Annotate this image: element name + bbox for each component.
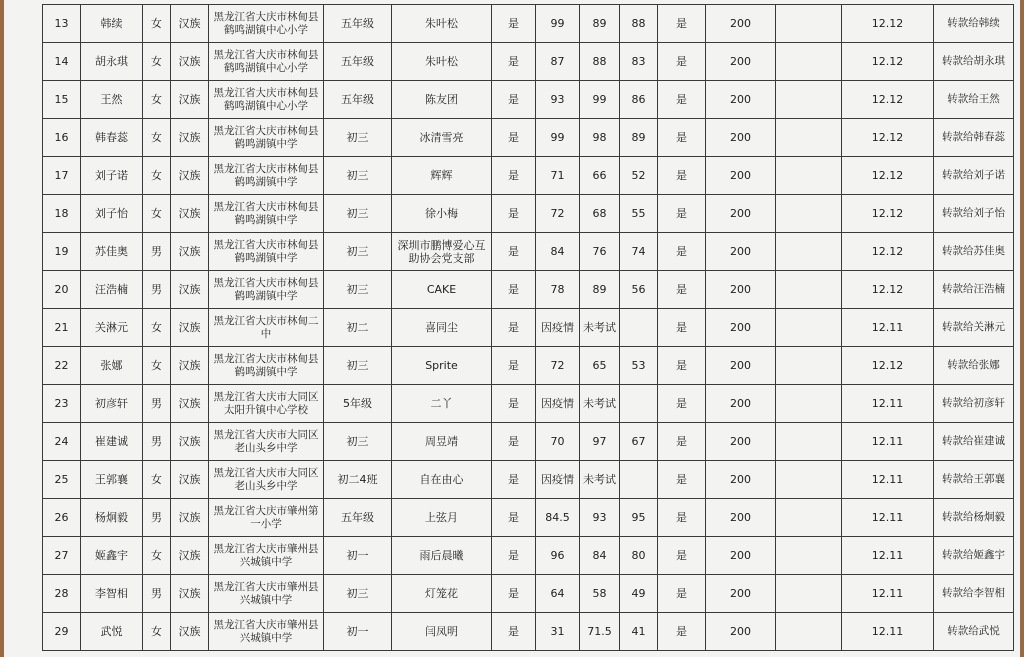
date-cell: 12.11 bbox=[842, 537, 934, 575]
sponsor-cell: 深圳市鹏博爱心互助协会党支部 bbox=[392, 233, 492, 271]
status-cell: 是 bbox=[492, 233, 536, 271]
score-3-cell: 80 bbox=[620, 537, 658, 575]
status-2-cell: 是 bbox=[658, 499, 706, 537]
score-3-cell bbox=[620, 461, 658, 499]
ethnicity-cell: 汉族 bbox=[171, 575, 209, 613]
score-2-cell: 65 bbox=[580, 347, 620, 385]
row-number-cell: 28 bbox=[43, 575, 81, 613]
date-cell: 12.12 bbox=[842, 43, 934, 81]
date-cell: 12.11 bbox=[842, 385, 934, 423]
ethnicity-cell: 汉族 bbox=[171, 461, 209, 499]
ethnicity-cell: 汉族 bbox=[171, 43, 209, 81]
status-cell: 是 bbox=[492, 309, 536, 347]
amount-cell: 200 bbox=[706, 385, 776, 423]
student-name-cell: 姬鑫宇 bbox=[81, 537, 143, 575]
sponsor-cell: 陈友团 bbox=[392, 81, 492, 119]
score-1-cell: 78 bbox=[536, 271, 580, 309]
row-number-cell: 24 bbox=[43, 423, 81, 461]
score-2-cell: 89 bbox=[580, 5, 620, 43]
date-cell: 12.12 bbox=[842, 81, 934, 119]
date-cell: 12.11 bbox=[842, 499, 934, 537]
gender-cell: 女 bbox=[143, 461, 171, 499]
table-row bbox=[43, 461, 1014, 499]
amount-cell: 200 bbox=[706, 423, 776, 461]
ethnicity-cell: 汉族 bbox=[171, 271, 209, 309]
row-number-cell: 20 bbox=[43, 271, 81, 309]
score-2-cell: 84 bbox=[580, 537, 620, 575]
table-row bbox=[43, 537, 1014, 575]
grade-cell: 初三 bbox=[324, 271, 392, 309]
status-2-cell: 是 bbox=[658, 309, 706, 347]
score-1-cell: 99 bbox=[536, 119, 580, 157]
row-number-cell: 14 bbox=[43, 43, 81, 81]
row-number-cell: 13 bbox=[43, 5, 81, 43]
status-2-cell: 是 bbox=[658, 347, 706, 385]
amount-cell: 200 bbox=[706, 271, 776, 309]
table-row bbox=[43, 385, 1014, 423]
score-2-cell: 93 bbox=[580, 499, 620, 537]
school-cell: 黑龙江省大庆市大同区老山头乡中学 bbox=[209, 461, 324, 499]
note-cell: 转款给张娜 bbox=[934, 347, 1014, 385]
status-2-cell: 是 bbox=[658, 157, 706, 195]
status-cell: 是 bbox=[492, 81, 536, 119]
ethnicity-cell: 汉族 bbox=[171, 233, 209, 271]
score-1-cell: 因疫情 bbox=[536, 461, 580, 499]
status-2-cell: 是 bbox=[658, 385, 706, 423]
student-name-cell: 王然 bbox=[81, 81, 143, 119]
note-cell: 转款给胡永琪 bbox=[934, 43, 1014, 81]
score-3-cell: 95 bbox=[620, 499, 658, 537]
student-name-cell: 关淋元 bbox=[81, 309, 143, 347]
blank-cell bbox=[776, 461, 842, 499]
ethnicity-cell: 汉族 bbox=[171, 347, 209, 385]
row-number-cell: 21 bbox=[43, 309, 81, 347]
score-2-cell: 89 bbox=[580, 271, 620, 309]
amount-cell: 200 bbox=[706, 5, 776, 43]
score-3-cell: 88 bbox=[620, 5, 658, 43]
score-2-cell: 97 bbox=[580, 423, 620, 461]
student-name-cell: 胡永琪 bbox=[81, 43, 143, 81]
status-2-cell: 是 bbox=[658, 423, 706, 461]
student-sponsorship-table bbox=[42, 4, 1014, 651]
status-2-cell: 是 bbox=[658, 233, 706, 271]
gender-cell: 男 bbox=[143, 271, 171, 309]
score-2-cell: 未考试 bbox=[580, 309, 620, 347]
score-3-cell: 83 bbox=[620, 43, 658, 81]
gender-cell: 女 bbox=[143, 119, 171, 157]
date-cell: 12.12 bbox=[842, 119, 934, 157]
grade-cell: 初一 bbox=[324, 613, 392, 651]
score-1-cell: 96 bbox=[536, 537, 580, 575]
score-2-cell: 76 bbox=[580, 233, 620, 271]
note-cell: 转款给关淋元 bbox=[934, 309, 1014, 347]
status-cell: 是 bbox=[492, 385, 536, 423]
table-row bbox=[43, 157, 1014, 195]
student-name-cell: 韩续 bbox=[81, 5, 143, 43]
date-cell: 12.12 bbox=[842, 195, 934, 233]
sponsor-cell: 辉辉 bbox=[392, 157, 492, 195]
date-cell: 12.11 bbox=[842, 575, 934, 613]
school-cell: 黑龙江省大庆市林甸县鹤鸣湖镇中学 bbox=[209, 271, 324, 309]
table-row bbox=[43, 613, 1014, 651]
status-2-cell: 是 bbox=[658, 537, 706, 575]
status-cell: 是 bbox=[492, 575, 536, 613]
blank-cell bbox=[776, 385, 842, 423]
student-name-cell: 杨炯毅 bbox=[81, 499, 143, 537]
status-cell: 是 bbox=[492, 157, 536, 195]
ethnicity-cell: 汉族 bbox=[171, 423, 209, 461]
grade-cell: 初二 bbox=[324, 309, 392, 347]
score-1-cell: 84 bbox=[536, 233, 580, 271]
row-number-cell: 26 bbox=[43, 499, 81, 537]
grade-cell: 初三 bbox=[324, 575, 392, 613]
ethnicity-cell: 汉族 bbox=[171, 499, 209, 537]
amount-cell: 200 bbox=[706, 575, 776, 613]
blank-cell bbox=[776, 537, 842, 575]
school-cell: 黑龙江省大庆市林甸二中 bbox=[209, 309, 324, 347]
blank-cell bbox=[776, 271, 842, 309]
gender-cell: 女 bbox=[143, 537, 171, 575]
amount-cell: 200 bbox=[706, 195, 776, 233]
score-3-cell: 55 bbox=[620, 195, 658, 233]
status-cell: 是 bbox=[492, 613, 536, 651]
amount-cell: 200 bbox=[706, 537, 776, 575]
student-name-cell: 张娜 bbox=[81, 347, 143, 385]
school-cell: 黑龙江省大庆市大同区老山头乡中学 bbox=[209, 423, 324, 461]
note-cell: 转款给王郭襄 bbox=[934, 461, 1014, 499]
date-cell: 12.11 bbox=[842, 309, 934, 347]
score-1-cell: 70 bbox=[536, 423, 580, 461]
status-2-cell: 是 bbox=[658, 81, 706, 119]
date-cell: 12.12 bbox=[842, 347, 934, 385]
sponsor-cell: 二丫 bbox=[392, 385, 492, 423]
table-row bbox=[43, 271, 1014, 309]
blank-cell bbox=[776, 347, 842, 385]
blank-cell bbox=[776, 195, 842, 233]
table-row bbox=[43, 499, 1014, 537]
school-cell: 黑龙江省大庆市林甸县鹤鸣湖镇中学 bbox=[209, 119, 324, 157]
gender-cell: 女 bbox=[143, 347, 171, 385]
score-3-cell bbox=[620, 385, 658, 423]
school-cell: 黑龙江省大庆市大同区太阳升镇中心学校 bbox=[209, 385, 324, 423]
status-2-cell: 是 bbox=[658, 461, 706, 499]
amount-cell: 200 bbox=[706, 309, 776, 347]
gender-cell: 女 bbox=[143, 5, 171, 43]
sponsor-cell: 喜同尘 bbox=[392, 309, 492, 347]
date-cell: 12.12 bbox=[842, 157, 934, 195]
ethnicity-cell: 汉族 bbox=[171, 195, 209, 233]
table-row bbox=[43, 309, 1014, 347]
score-1-cell: 84.5 bbox=[536, 499, 580, 537]
note-cell: 转款给姬鑫宇 bbox=[934, 537, 1014, 575]
school-cell: 黑龙江省大庆市肇州第一小学 bbox=[209, 499, 324, 537]
sponsor-cell: 灯笼花 bbox=[392, 575, 492, 613]
gender-cell: 男 bbox=[143, 233, 171, 271]
student-name-cell: 苏佳奥 bbox=[81, 233, 143, 271]
ethnicity-cell: 汉族 bbox=[171, 385, 209, 423]
note-cell: 转款给杨炯毅 bbox=[934, 499, 1014, 537]
row-number-cell: 17 bbox=[43, 157, 81, 195]
amount-cell: 200 bbox=[706, 119, 776, 157]
ethnicity-cell: 汉族 bbox=[171, 119, 209, 157]
row-number-cell: 18 bbox=[43, 195, 81, 233]
school-cell: 黑龙江省大庆市林甸县鹤鸣湖镇中心小学 bbox=[209, 43, 324, 81]
student-name-cell: 初彦轩 bbox=[81, 385, 143, 423]
school-cell: 黑龙江省大庆市肇州县兴城镇中学 bbox=[209, 575, 324, 613]
score-2-cell: 71.5 bbox=[580, 613, 620, 651]
status-2-cell: 是 bbox=[658, 119, 706, 157]
blank-cell bbox=[776, 119, 842, 157]
grade-cell: 初二4班 bbox=[324, 461, 392, 499]
score-2-cell: 未考试 bbox=[580, 385, 620, 423]
status-2-cell: 是 bbox=[658, 5, 706, 43]
score-1-cell: 72 bbox=[536, 195, 580, 233]
row-number-cell: 25 bbox=[43, 461, 81, 499]
gender-cell: 女 bbox=[143, 613, 171, 651]
ethnicity-cell: 汉族 bbox=[171, 537, 209, 575]
blank-cell bbox=[776, 81, 842, 119]
note-cell: 转款给武悦 bbox=[934, 613, 1014, 651]
ethnicity-cell: 汉族 bbox=[171, 613, 209, 651]
sponsor-cell: 上弦月 bbox=[392, 499, 492, 537]
grade-cell: 五年级 bbox=[324, 5, 392, 43]
status-cell: 是 bbox=[492, 499, 536, 537]
sponsor-cell: 雨后晨曦 bbox=[392, 537, 492, 575]
school-cell: 黑龙江省大庆市肇州县兴城镇中学 bbox=[209, 613, 324, 651]
status-cell: 是 bbox=[492, 423, 536, 461]
student-name-cell: 王郭襄 bbox=[81, 461, 143, 499]
amount-cell: 200 bbox=[706, 157, 776, 195]
blank-cell bbox=[776, 233, 842, 271]
score-2-cell: 未考试 bbox=[580, 461, 620, 499]
paper-sheet bbox=[4, 0, 1020, 657]
table-row bbox=[43, 43, 1014, 81]
status-cell: 是 bbox=[492, 271, 536, 309]
score-1-cell: 因疫情 bbox=[536, 385, 580, 423]
row-number-cell: 19 bbox=[43, 233, 81, 271]
score-1-cell: 93 bbox=[536, 81, 580, 119]
status-2-cell: 是 bbox=[658, 613, 706, 651]
sponsor-cell: 朱叶松 bbox=[392, 5, 492, 43]
score-2-cell: 88 bbox=[580, 43, 620, 81]
gender-cell: 女 bbox=[143, 43, 171, 81]
row-number-cell: 27 bbox=[43, 537, 81, 575]
date-cell: 12.11 bbox=[842, 613, 934, 651]
note-cell: 转款给初彦轩 bbox=[934, 385, 1014, 423]
grade-cell: 初一 bbox=[324, 537, 392, 575]
grade-cell: 五年级 bbox=[324, 81, 392, 119]
table-row bbox=[43, 423, 1014, 461]
status-2-cell: 是 bbox=[658, 575, 706, 613]
student-name-cell: 汪浩楠 bbox=[81, 271, 143, 309]
amount-cell: 200 bbox=[706, 347, 776, 385]
status-cell: 是 bbox=[492, 119, 536, 157]
grade-cell: 五年级 bbox=[324, 499, 392, 537]
grade-cell: 初三 bbox=[324, 195, 392, 233]
status-2-cell: 是 bbox=[658, 195, 706, 233]
table-row bbox=[43, 119, 1014, 157]
score-3-cell: 86 bbox=[620, 81, 658, 119]
amount-cell: 200 bbox=[706, 499, 776, 537]
score-3-cell: 41 bbox=[620, 613, 658, 651]
gender-cell: 女 bbox=[143, 81, 171, 119]
date-cell: 12.11 bbox=[842, 423, 934, 461]
school-cell: 黑龙江省大庆市林甸县鹤鸣湖镇中心小学 bbox=[209, 5, 324, 43]
score-2-cell: 58 bbox=[580, 575, 620, 613]
note-cell: 转款给李智相 bbox=[934, 575, 1014, 613]
gender-cell: 男 bbox=[143, 423, 171, 461]
grade-cell: 初三 bbox=[324, 157, 392, 195]
score-3-cell: 53 bbox=[620, 347, 658, 385]
blank-cell bbox=[776, 423, 842, 461]
blank-cell bbox=[776, 309, 842, 347]
school-cell: 黑龙江省大庆市林甸县鹤鸣湖镇中学 bbox=[209, 347, 324, 385]
status-cell: 是 bbox=[492, 195, 536, 233]
date-cell: 12.11 bbox=[842, 461, 934, 499]
table-row bbox=[43, 195, 1014, 233]
gender-cell: 男 bbox=[143, 499, 171, 537]
date-cell: 12.12 bbox=[842, 5, 934, 43]
score-1-cell: 99 bbox=[536, 5, 580, 43]
date-cell: 12.12 bbox=[842, 233, 934, 271]
blank-cell bbox=[776, 43, 842, 81]
status-cell: 是 bbox=[492, 5, 536, 43]
amount-cell: 200 bbox=[706, 461, 776, 499]
student-name-cell: 刘子怡 bbox=[81, 195, 143, 233]
row-number-cell: 22 bbox=[43, 347, 81, 385]
grade-cell: 初三 bbox=[324, 233, 392, 271]
sponsor-cell: 周昱靖 bbox=[392, 423, 492, 461]
ethnicity-cell: 汉族 bbox=[171, 157, 209, 195]
grade-cell: 初三 bbox=[324, 119, 392, 157]
row-number-cell: 16 bbox=[43, 119, 81, 157]
gender-cell: 女 bbox=[143, 157, 171, 195]
note-cell: 转款给韩续 bbox=[934, 5, 1014, 43]
score-1-cell: 31 bbox=[536, 613, 580, 651]
grade-cell: 初三 bbox=[324, 423, 392, 461]
student-name-cell: 崔建诚 bbox=[81, 423, 143, 461]
grade-cell: 5年级 bbox=[324, 385, 392, 423]
note-cell: 转款给刘子怡 bbox=[934, 195, 1014, 233]
score-3-cell: 52 bbox=[620, 157, 658, 195]
gender-cell: 男 bbox=[143, 575, 171, 613]
amount-cell: 200 bbox=[706, 613, 776, 651]
table-row bbox=[43, 5, 1014, 43]
status-cell: 是 bbox=[492, 43, 536, 81]
note-cell: 转款给崔建诚 bbox=[934, 423, 1014, 461]
note-cell: 转款给汪浩楠 bbox=[934, 271, 1014, 309]
school-cell: 黑龙江省大庆市林甸县鹤鸣湖镇中学 bbox=[209, 233, 324, 271]
student-name-cell: 韩春蕊 bbox=[81, 119, 143, 157]
note-cell: 转款给刘子诺 bbox=[934, 157, 1014, 195]
sponsor-cell: 朱叶松 bbox=[392, 43, 492, 81]
ethnicity-cell: 汉族 bbox=[171, 309, 209, 347]
score-3-cell: 56 bbox=[620, 271, 658, 309]
date-cell: 12.12 bbox=[842, 271, 934, 309]
amount-cell: 200 bbox=[706, 81, 776, 119]
table-row bbox=[43, 347, 1014, 385]
sponsor-cell: 闫凤明 bbox=[392, 613, 492, 651]
gender-cell: 女 bbox=[143, 195, 171, 233]
score-2-cell: 99 bbox=[580, 81, 620, 119]
student-name-cell: 李智相 bbox=[81, 575, 143, 613]
sponsor-cell: CAKE bbox=[392, 271, 492, 309]
gender-cell: 女 bbox=[143, 309, 171, 347]
status-2-cell: 是 bbox=[658, 43, 706, 81]
school-cell: 黑龙江省大庆市林甸县鹤鸣湖镇中心小学 bbox=[209, 81, 324, 119]
table-row bbox=[43, 81, 1014, 119]
grade-cell: 初三 bbox=[324, 347, 392, 385]
score-1-cell: 64 bbox=[536, 575, 580, 613]
blank-cell bbox=[776, 5, 842, 43]
score-3-cell: 49 bbox=[620, 575, 658, 613]
score-3-cell: 74 bbox=[620, 233, 658, 271]
note-cell: 转款给韩春蕊 bbox=[934, 119, 1014, 157]
table-row bbox=[43, 233, 1014, 271]
status-cell: 是 bbox=[492, 461, 536, 499]
school-cell: 黑龙江省大庆市林甸县鹤鸣湖镇中学 bbox=[209, 195, 324, 233]
table-body bbox=[43, 5, 1014, 651]
row-number-cell: 15 bbox=[43, 81, 81, 119]
score-1-cell: 87 bbox=[536, 43, 580, 81]
ethnicity-cell: 汉族 bbox=[171, 81, 209, 119]
sponsor-cell: Sprite bbox=[392, 347, 492, 385]
blank-cell bbox=[776, 575, 842, 613]
score-1-cell: 因疫情 bbox=[536, 309, 580, 347]
status-cell: 是 bbox=[492, 347, 536, 385]
school-cell: 黑龙江省大庆市林甸县鹤鸣湖镇中学 bbox=[209, 157, 324, 195]
school-cell: 黑龙江省大庆市肇州县兴城镇中学 bbox=[209, 537, 324, 575]
ethnicity-cell: 汉族 bbox=[171, 5, 209, 43]
score-1-cell: 71 bbox=[536, 157, 580, 195]
score-3-cell bbox=[620, 309, 658, 347]
status-2-cell: 是 bbox=[658, 271, 706, 309]
score-2-cell: 68 bbox=[580, 195, 620, 233]
row-number-cell: 29 bbox=[43, 613, 81, 651]
amount-cell: 200 bbox=[706, 43, 776, 81]
blank-cell bbox=[776, 499, 842, 537]
status-cell: 是 bbox=[492, 537, 536, 575]
blank-cell bbox=[776, 613, 842, 651]
sponsor-cell: 徐小梅 bbox=[392, 195, 492, 233]
gender-cell: 男 bbox=[143, 385, 171, 423]
note-cell: 转款给王然 bbox=[934, 81, 1014, 119]
sponsor-cell: 冰清雪亮 bbox=[392, 119, 492, 157]
amount-cell: 200 bbox=[706, 233, 776, 271]
row-number-cell: 23 bbox=[43, 385, 81, 423]
blank-cell bbox=[776, 157, 842, 195]
score-2-cell: 98 bbox=[580, 119, 620, 157]
sponsor-cell: 自在由心 bbox=[392, 461, 492, 499]
grade-cell: 五年级 bbox=[324, 43, 392, 81]
score-2-cell: 66 bbox=[580, 157, 620, 195]
score-1-cell: 72 bbox=[536, 347, 580, 385]
note-cell: 转款给苏佳奥 bbox=[934, 233, 1014, 271]
score-3-cell: 89 bbox=[620, 119, 658, 157]
score-3-cell: 67 bbox=[620, 423, 658, 461]
student-name-cell: 武悦 bbox=[81, 613, 143, 651]
student-name-cell: 刘子诺 bbox=[81, 157, 143, 195]
table-row bbox=[43, 575, 1014, 613]
